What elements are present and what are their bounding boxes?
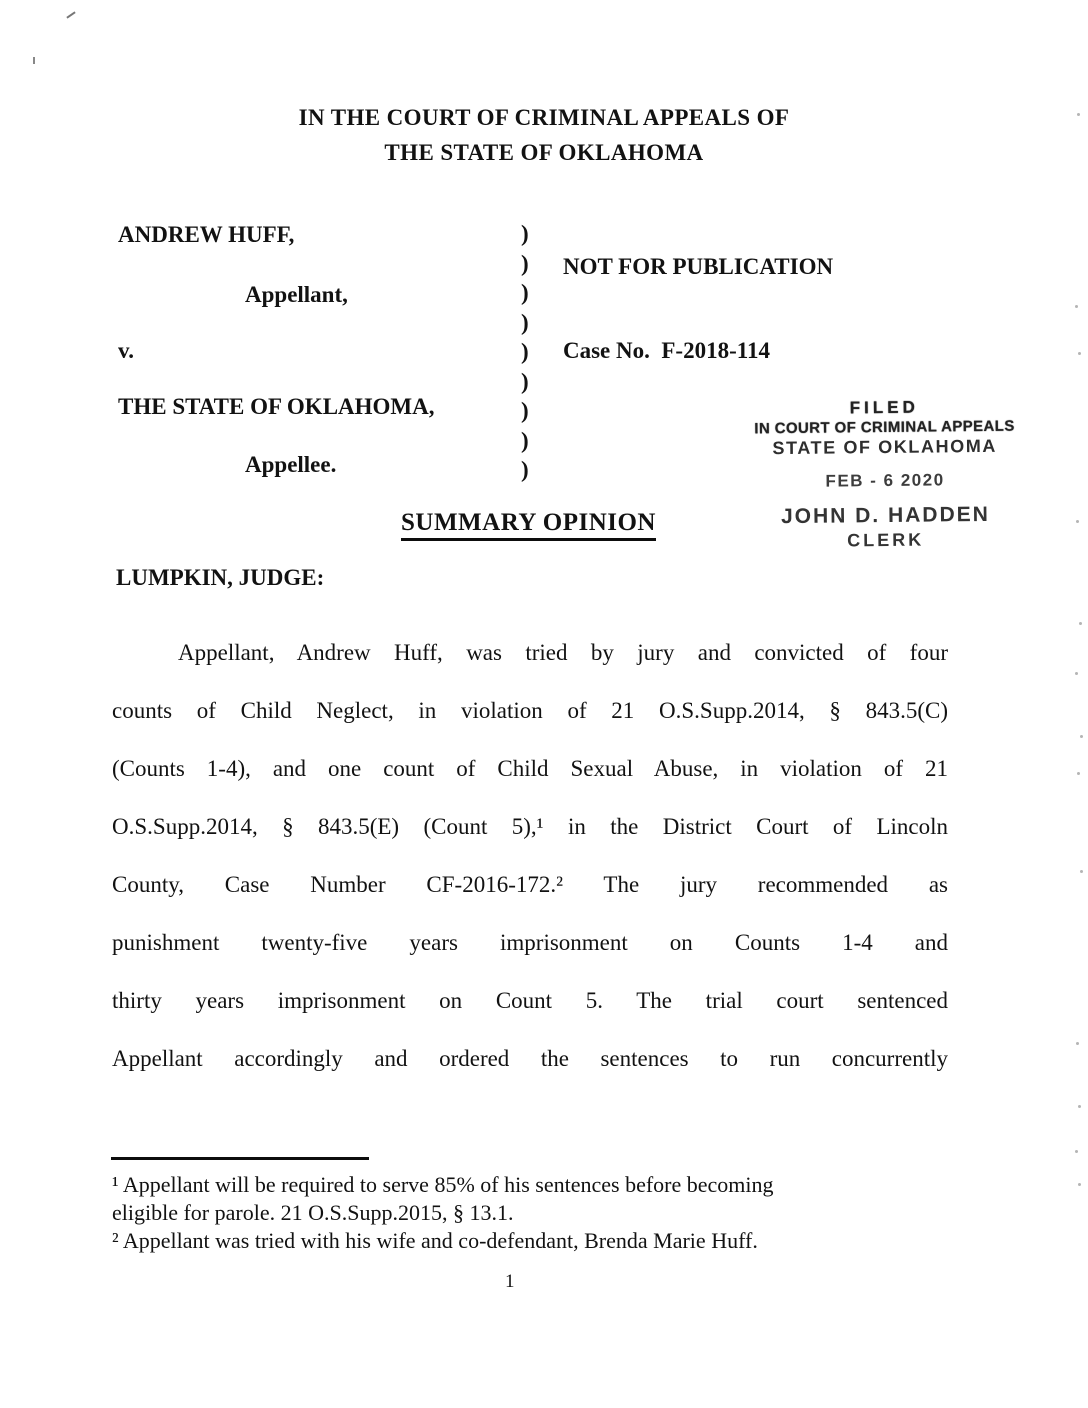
court-title-line1: IN THE COURT OF CRIMINAL APPEALS OF: [298, 105, 790, 130]
court-title: [0, 100, 1088, 170]
scan-artifact: [1076, 1042, 1079, 1045]
stamp-court-line: IN COURT OF CRIMINAL APPEALS: [754, 417, 1015, 438]
footnote-separator-rule: [111, 1157, 369, 1160]
appellee-name: THE STATE OF OKLAHOMA,: [118, 394, 435, 419]
stamp-filed-label: FILED: [849, 397, 919, 418]
opinion-body-paragraph: [112, 624, 948, 1088]
caption-paren-column: ) ) ) ) ) ) ) ) ): [521, 221, 529, 482]
appellee-role-label: Appellee.: [245, 452, 337, 477]
stamp-clerk-title: CLERK: [847, 529, 925, 551]
judge-line: LUMPKIN, JUDGE:: [116, 565, 325, 590]
scan-artifact: [1075, 305, 1078, 308]
scan-artifact: [1080, 870, 1083, 873]
footnotes: [112, 1171, 957, 1255]
scan-artifact: [1079, 622, 1082, 625]
body-line: punishment twenty-five years imprisonment on Counts 1-4 and: [112, 930, 948, 955]
body-line: counts of Child Neglect, in violation of 21 O.S.Supp.2014, § 843.5(C): [112, 698, 948, 723]
body-line: (Counts 1-4), and one count of Child Sexual Abuse, in violation of 21: [112, 756, 948, 781]
scan-artifact: [1078, 1183, 1081, 1186]
body-line: Appellant accordingly and ordered the sentences to run concurrently: [112, 1046, 948, 1071]
footnote-line: eligible for parole. 21 O.S.Supp.2015, § 13.1.: [112, 1200, 514, 1225]
stamp-clerk-name: JOHN D. HADDEN: [780, 502, 990, 529]
stamp-file-date: FEB - 6 2020: [825, 470, 945, 491]
body-line: thirty years imprisonment on Count 5. The trial court sentenced: [112, 988, 948, 1013]
scan-artifact: [66, 11, 75, 18]
filed-stamp: [741, 397, 1029, 553]
case-number: Case No. F-2018-114: [563, 338, 770, 363]
court-title-line2: THE STATE OF OKLAHOMA: [384, 140, 704, 165]
appellant-role-label: Appellant,: [245, 282, 348, 307]
page-number: 1: [505, 1271, 515, 1292]
stamp-state-line: STATE OF OKLAHOMA: [772, 435, 998, 459]
scan-artifact: [33, 57, 35, 64]
scan-artifact: [1075, 1150, 1078, 1153]
body-line: County, Case Number CF-2016-172.² The jury recommended as: [112, 872, 948, 897]
footnote-line: ² Appellant was tried with his wife and co-defendant, Brenda Marie Huff.: [112, 1228, 758, 1253]
body-line: O.S.Supp.2014, § 843.5(E) (Count 5),¹ in the District Court of Lincoln: [112, 814, 948, 839]
versus-label: v.: [118, 338, 134, 363]
opinion-heading: SUMMARY OPINION: [401, 509, 656, 541]
scan-artifact: [1078, 1105, 1081, 1108]
footnote-line: ¹ Appellant will be required to serve 85% of his sentences before becoming: [112, 1172, 774, 1197]
appellant-name: ANDREW HUFF,: [118, 222, 295, 247]
not-for-publication-label: NOT FOR PUBLICATION: [563, 254, 834, 279]
scan-artifact: [1076, 520, 1079, 523]
scan-artifact: [1078, 352, 1081, 355]
scan-artifact: [1077, 772, 1080, 775]
scan-artifact: [1075, 672, 1078, 675]
scan-artifact: [1080, 735, 1083, 738]
body-line: Appellant, Andrew Huff, was tried by jury and convicted of four: [178, 640, 948, 665]
